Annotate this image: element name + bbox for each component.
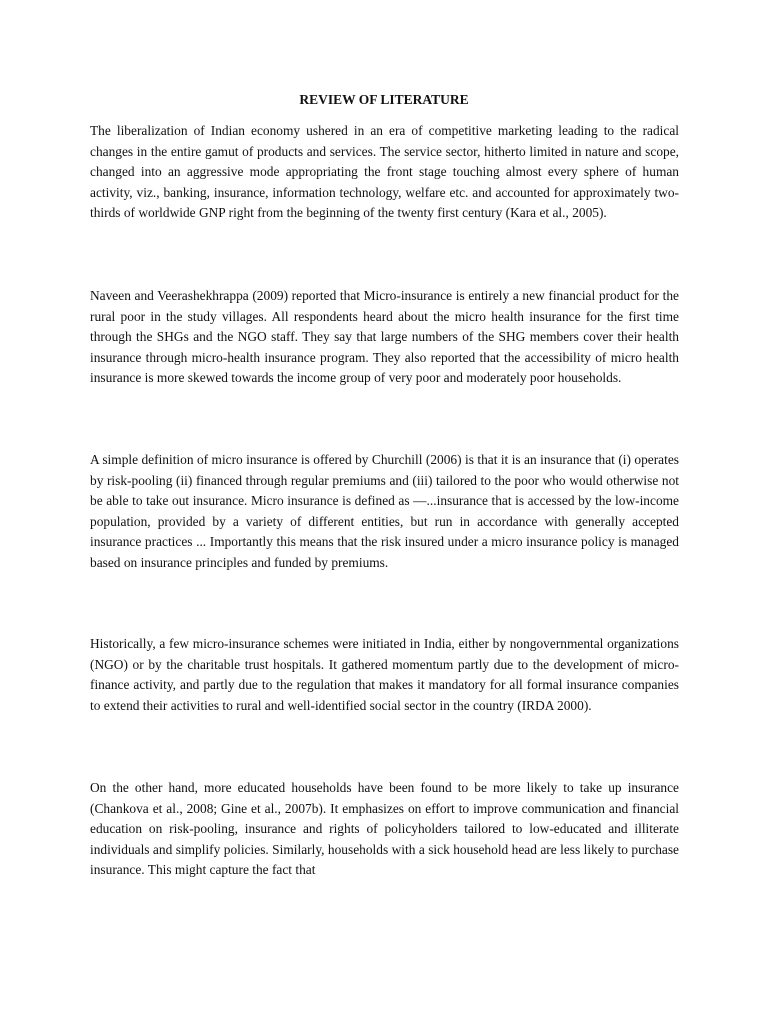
paragraph-historically: Historically, a few micro-insurance schemes were initiated in India, either by nongovernmental organizations (NGO) or by the charitable trust hospitals. It gathered momentum partly due to the development of micro-finance activity, and partly due to the regulation that makes it mandatory for all formal insurance companies to extend their activities to rural and well-identified social sector in the country (IRDA 2000). [90,636,679,713]
paragraph-naveen-veerashekhrappa: Naveen and Veerashekhrappa (2009) reported that Micro-insurance is entirely a new financial product for the rural poor in the study villages. All respondents heard about the micro health insurance for the first time through the SHGs and the NGO staff. They say that large numbers of the SHG members cover their health insurance through micro-health insurance program. They also reported that the accessibility of micro health insurance is more skewed towards the income group of very poor and moderately poor households. [90,288,679,386]
paragraph-liberalization: The liberalization of Indian economy ushered in an era of competitive marketing leading to the radical changes in the entire gamut of products and services. The service sector, hitherto limited in nature and scope, changed into an aggressive mode appropriating the front stage touching almost every sphere of human activity, viz., banking, insurance, information technology, welfare etc. and accounted for approximately two-thirds of worldwide GNP right from the beginning of the twenty first century (Kara et al., 2005). [90,123,679,221]
paragraph-churchill-definition: A simple definition of micro insurance is offered by Churchill (2006) is that it is an insurance that (i) operates by risk-pooling (ii) financed through regular premiums and (iii) tailored to the poor who would otherwise not be able to take out insurance. Micro insurance is defined as —...insurance that is accessed by the low-income population, provided by a variety of different entities, but run in accordance with generally accepted insurance practices ... Importantly this means that the risk insured under a micro insurance policy is managed based on insurance principles and funded by premiums. [90,452,679,570]
paragraph-educated-households: On the other hand, more educated households have been found to be more likely to take up insurance (Chankova et al., 2008; Gine et al., 2007b). It emphasizes on effort to improve communication and financial education on risk-pooling, insurance and rights of policyholders tailored to low-educated and illiterate individuals and simplify policies. Similarly, households with a sick household head are less likely to purchase insurance. This might capture the fact that [90,780,679,878]
page-title: REVIEW OF LITERATURE [299,92,469,107]
